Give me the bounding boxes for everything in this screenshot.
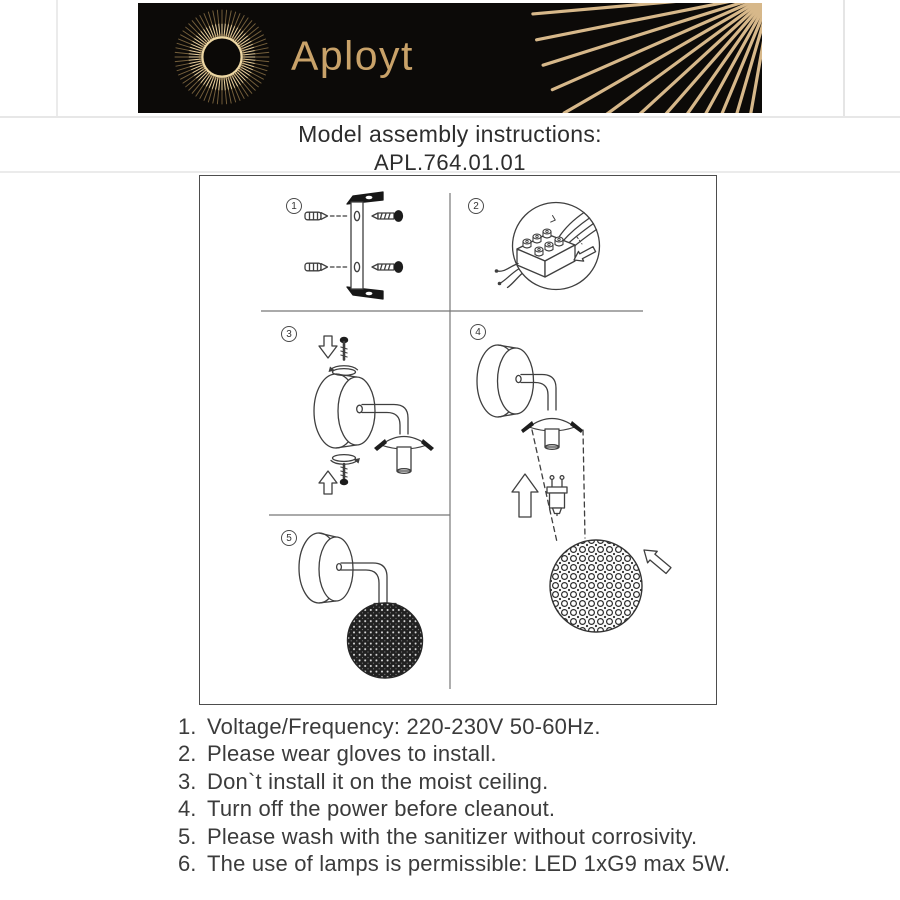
step-4-badge: 4 — [470, 324, 486, 340]
step5-finished-lamp-drawing — [299, 533, 423, 678]
instruction-number: 3. — [178, 768, 197, 794]
instruction-text: Voltage/Frequency: 220-230V 50-60Hz. — [207, 714, 601, 739]
title-heading: Model assembly instructions: — [298, 121, 602, 147]
up-arrow-icon — [512, 474, 538, 517]
crystal-globe — [550, 540, 642, 632]
instruction-item — [178, 850, 878, 877]
step4-bulb-globe-drawing — [477, 345, 673, 632]
banner-art — [138, 3, 762, 113]
instruction-text: Turn off the power before cleanout. — [207, 796, 556, 822]
step-5-badge: 5 — [281, 530, 297, 546]
step1-bracket-drawing — [305, 192, 403, 299]
step-3-badge: 3 — [281, 326, 297, 342]
step-2-badge: 2 — [468, 198, 484, 214]
down-arrow-icon — [319, 336, 337, 358]
instruction-number: 5. — [178, 823, 197, 849]
instruction-number: 4. — [178, 796, 197, 822]
instruction-number: 6. — [178, 850, 197, 876]
instruction-item — [178, 768, 878, 795]
instruction-text: Please wear gloves to install. — [207, 741, 497, 767]
sunburst-center — [204, 39, 241, 76]
instruction-item — [178, 740, 878, 767]
instruction-item — [178, 823, 878, 850]
instruction-text: Don`t install it on the moist ceiling. — [207, 768, 549, 794]
scan-artifact-line — [0, 116, 900, 118]
brand-banner — [138, 3, 762, 113]
step-1-badge: 1 — [286, 198, 302, 214]
scan-artifact-line — [843, 0, 845, 116]
instruction-item — [178, 795, 878, 822]
instruction-list — [178, 713, 878, 877]
brand-logo-text: Aployt — [291, 32, 414, 79]
instruction-number: 1. — [178, 714, 197, 739]
step3-backplate-drawing — [314, 336, 434, 494]
step2-wiring-drawing — [495, 203, 600, 290]
diagram-art — [200, 176, 715, 703]
instruction-text: The use of lamps is permissible: LED 1xG9 max 5W. — [207, 850, 731, 876]
instruction-item — [178, 713, 878, 740]
scan-artifact-line — [56, 0, 58, 116]
instruction-text: Please wash with the sanitizer without corrosivity. — [207, 823, 698, 849]
crystal-globe-dark — [348, 603, 423, 678]
attach-arrow-icon — [639, 544, 673, 576]
document-title — [0, 121, 900, 176]
up-arrow-icon — [319, 471, 337, 494]
assembly-diagram — [199, 175, 717, 705]
instruction-number: 2. — [178, 741, 197, 767]
model-number: APL.764.01.01 — [373, 150, 527, 175]
